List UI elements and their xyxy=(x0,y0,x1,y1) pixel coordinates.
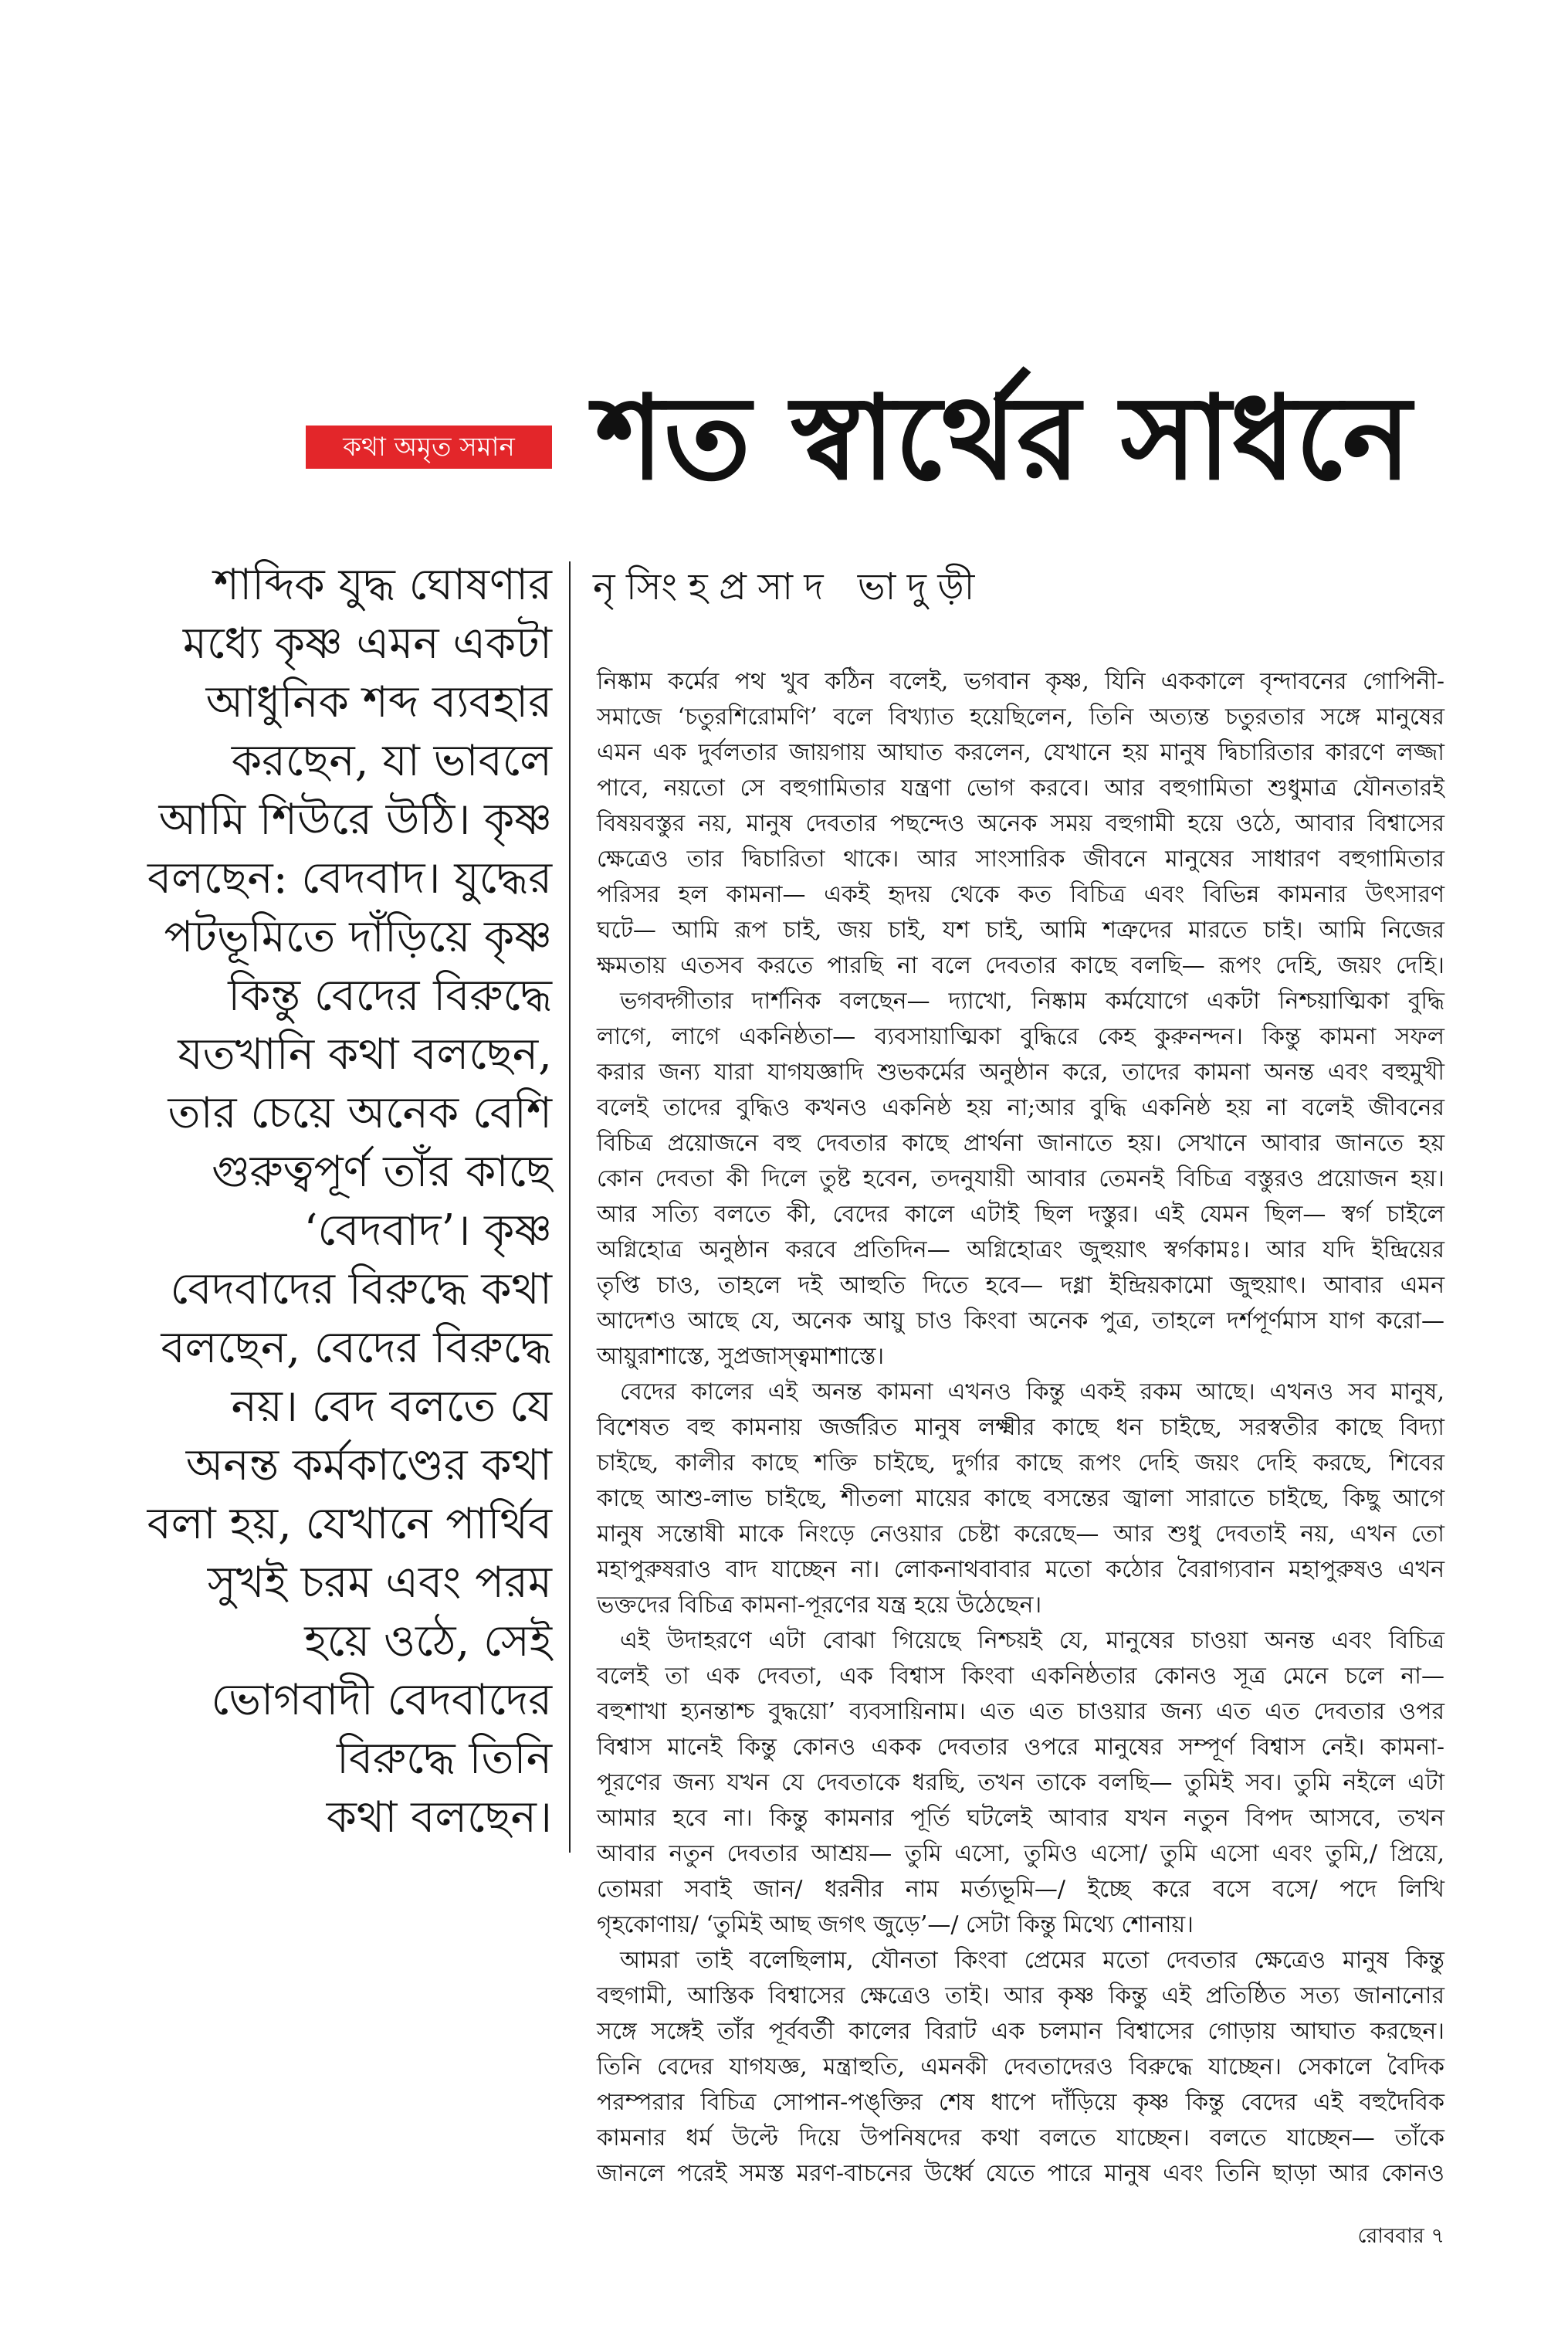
body-line: অগ্নিহোত্র অনুষ্ঠান করবে প্রতিদিন— অগ্নিহোত্রং জুহুয়াৎ স্বর্গকামঃ। আর যদি ইন্দ্রিয়ের xyxy=(597,1236,1444,1263)
pull-quote-line: ‘বেদবাদ’। কৃষ্ণ xyxy=(303,1205,552,1256)
body-line: তৃপ্তি চাও, তাহলে দই আহুতি দিতে হবে— দধ্না ইন্দ্রিয়কামো জুহুয়াৎ। আবার এমন xyxy=(597,1272,1444,1299)
body-line: জানলে পরেই সমস্ত মরণ-বাচনের উর্ধ্বে যেতে পারে মানুষ এবং তিনি ছাড়া আর কোনও xyxy=(597,2160,1444,2187)
article-title xyxy=(595,349,1437,527)
body-line: কামনার ধর্ম উল্টে দিয়ে উপনিষদের কথা বলতে যাচ্ছেন। বলতে যাচ্ছেন— তাঁকে xyxy=(597,2124,1444,2151)
body-line: বলেই তা এক দেবতা, এক বিশ্বাস কিংবা একনিষ্ঠতার কোনও সূত্র মেনে চলে না— xyxy=(597,1663,1444,1690)
body-line: ঘটে— আমি রূপ চাই, জয় চাই, যশ চাই, আমি শত্রুদের মারতে চাই। আমি নিজের xyxy=(597,917,1444,944)
pull-quote-line: মধ্যে কৃষ্ণ এমন একটা xyxy=(182,619,552,669)
body-line: পরম্পরার বিচিত্র সোপান-পঙ্‌ক্তির শেষ ধাপে দাঁড়িয়ে কৃষ্ণ কিন্তু বেদের এই বহুদৈবিক xyxy=(597,2089,1444,2116)
body-line: মহাপুরুষরাও বাদ যাচ্ছেন না। লোকনাথবাবার মতো কঠোর বৈরাগ্যবান মহাপুরুষও এখন xyxy=(597,1556,1444,1583)
body-line: আয়ুরাশাস্তে, সুপ্রজাস্ত্বমাশাস্তে। xyxy=(597,1343,885,1370)
body-line: মানুষ সন্তোষী মাকে নিংড়ে নেওয়ার চেষ্টা করেছে— আর শুধু দেবতাই নয়, এখন তো xyxy=(597,1521,1444,1548)
pull-quote-line: নয়। বেদ বলতে যে xyxy=(231,1382,552,1432)
body-line: বিষয়বস্তুর নয়, মানুষ দেবতার পছন্দেও অনেক সময় বহুগামী হয়ে ওঠে, আবার বিশ্বাসের xyxy=(597,810,1444,837)
article-title-text: শত স্বার্থের সাধনে xyxy=(595,370,1412,506)
pull-quote-line: পটভূমিতে দাঁড়িয়ে কৃষ্ণ xyxy=(164,912,552,962)
body-line: পরিসর হল কামনা— একই হৃদয় থেকে কত বিচিত্র এবং বিভিন্ন কামনার উৎসারণ xyxy=(597,881,1444,908)
body-line: বিশ্বাস মানেই কিন্তু কোনও একক দেবতার ওপরে মানুষের সম্পূর্ণ বিশ্বাস নেই। কামনা- xyxy=(597,1734,1444,1761)
body-line: কাছে আশু-লাভ চাইছে, শীতলা মায়ের কাছে বসন্তের জ্বালা সারাতে চাইছে, কিছু আগে xyxy=(597,1485,1444,1512)
body-line: তিনি বেদের যাগযজ্ঞ, মন্ত্রাহুতি, এমনকী দেবতাদেরও বিরুদ্ধে যাচ্ছেন। সেকালে বৈদিক xyxy=(597,2053,1444,2080)
body-line: ভগবদ্গীতার দার্শনিক বলছেন— দ্যাখো, নিষ্কাম কর্মযোগে একটা নিশ্চয়াত্মিকা বুদ্ধি xyxy=(620,988,1444,1015)
pull-quote-line: যতখানি কথা বলছেন, xyxy=(178,1029,552,1080)
page-number: রোববার ৭ xyxy=(1357,2224,1444,2248)
pull-quote-line: আমি শিউরে উঠি। কৃষ্ণ xyxy=(158,795,552,845)
pull-quote-line: গুরুত্বপূর্ণ তাঁর কাছে xyxy=(212,1147,552,1197)
pull-quote-line: বলছেন: বেদবাদ। যুদ্ধের xyxy=(147,853,552,904)
body-line: কোন দেবতা কী দিলে তুষ্ট হবেন, তদনুযায়ী আবার তেমনই বিচিত্র বস্তুরও প্রয়োজন হয়। xyxy=(597,1165,1444,1192)
section-label xyxy=(306,426,552,469)
pull-quote-line: তার চেয়ে অনেক বেশি xyxy=(168,1088,552,1138)
body-line: সমাজে ‘চতুরশিরোমণি’ বলে বিখ্যাত হয়েছিলেন, তিনি অত্যন্ত চতুরতার সঙ্গে মানুষের xyxy=(597,704,1444,731)
pull-quote-line: ভোগবাদী বেদবাদের xyxy=(211,1675,552,1725)
pull-quote-line: বলছেন, বেদের বিরুদ্ধে xyxy=(161,1323,552,1373)
body-line: এমন এক দুর্বলতার জায়গায় আঘাত করলেন, যেখানে হয় মানুষ দ্বিচারিতার কারণে লজ্জা xyxy=(597,739,1444,766)
body-line: এই উদাহরণে এটা বোঝা গিয়েছে নিশ্চয়ই যে, মানুষের চাওয়া অনন্ত এবং বিচিত্র xyxy=(620,1627,1444,1654)
body-line: করার জন্য যারা যাগযজ্ঞাদি শুভকর্মের অনুষ্ঠান করে, তাদের কামনা অনন্ত এবং বহুমুখী xyxy=(597,1059,1444,1086)
author-name: নৃসিংহপ্রসাদ ভাদুড়ী xyxy=(593,565,986,609)
body-line: তোমরা সবাই জান/ ধরনীর নাম মর্ত্যভূমি—/ ইচ্ছে করে বসে বসে/ পদে লিখি xyxy=(597,1876,1444,1903)
pull-quote-line: শাব্দিক যুদ্ধ ঘোষণার xyxy=(213,560,552,610)
column-divider xyxy=(569,561,571,1853)
body-line: লাগে, লাগে একনিষ্ঠতা— ব্যবসায়াত্মিকা বুদ্ধিরে কেহ কুরুনন্দন। কিন্তু কামনা সফল xyxy=(597,1023,1444,1050)
body-line: আবার নতুন দেবতার আশ্রয়— তুমি এসো, তুমিও এসো/ তুমি এসো এবং তুমি,/ প্রিয়ে, xyxy=(597,1840,1444,1867)
pull-quote-line: আধুনিক শব্দ ব্যবহার xyxy=(205,677,552,727)
body-line: আদেশও আছে যে, অনেক আয়ু চাও কিংবা অনেক পুত্র, তাহলে দর্শপূর্ণমাস যাগ করো— xyxy=(597,1307,1444,1334)
body-line: চাইছে, কালীর কাছে শক্তি চাইছে, দুর্গার কাছে রূপং দেহি জয়ং দেহি করছে, শিবের xyxy=(597,1450,1444,1477)
body-line: ভক্তদের বিচিত্র কামনা-পূরণের যন্ত্র হয়ে উঠেছেন। xyxy=(597,1592,1042,1619)
body-line: ক্ষমতায় এতসব করতে পারছি না বলে দেবতার কাছে বলছি— রূপং দেহি, জয়ং দেহি। xyxy=(597,952,1444,979)
pull-quote-line: বেদবাদের বিরুদ্ধে কথা xyxy=(170,1264,552,1314)
pull-quote-line: সুখই চরম এবং পরম xyxy=(207,1558,552,1608)
pull-quote xyxy=(139,556,552,1847)
pull-quote-line: হয়ে ওঠে, সেই xyxy=(304,1616,552,1667)
pull-quote-line: করছেন, যা ভাবলে xyxy=(231,736,552,786)
body-line: বলেই তাদের বুদ্ধিও কখনও একনিষ্ঠ হয় না;আর বুদ্ধি একনিষ্ঠ হয় না বলেই জীবনের xyxy=(597,1094,1444,1121)
pull-quote-line: কথা বলছেন। xyxy=(326,1792,552,1843)
body-line: বিশেষত বহু কামনায় জর্জরিত মানুষ লক্ষ্মীর কাছে ধন চাইছে, সরস্বতীর কাছে বিদ্যা xyxy=(597,1414,1444,1441)
pull-quote-line: বলা হয়, যেখানে পার্থিব xyxy=(147,1499,552,1549)
pull-quote-line: অনন্ত কর্মকাণ্ডের কথা xyxy=(185,1440,552,1490)
body-line: সঙ্গে সঙ্গেই তাঁর পূর্ববর্তী কালের বিরাট এক চলমান বিশ্বাসের গোড়ায় আঘাত করছেন। xyxy=(597,2018,1444,2045)
body-line: আর সত্যি বলতে কী, বেদের কালে এটাই ছিল দস্তুর। এই যেমন ছিল— স্বর্গ চাইলে xyxy=(597,1201,1444,1228)
body-line: বহুগামী, আস্তিক বিশ্বাসের ক্ষেত্রেও তাই। আর কৃষ্ণ কিন্তু এই প্রতিষ্ঠিত সত্য জানানোর xyxy=(597,1982,1444,2009)
author-byline xyxy=(593,558,1072,616)
body-line: আমরা তাই বলেছিলাম, যৌনতা কিংবা প্রেমের মতো দেবতার ক্ষেত্রেও মানুষ কিন্তু xyxy=(620,1947,1444,1974)
page-footer xyxy=(1213,2219,1444,2253)
section-label-text: কথা অমৃত সমান xyxy=(343,432,515,463)
body-line: বহুশাখা হ্যনন্তাশ্চ বুদ্ধয়ো’ ব্যবসায়িনাম। এত এত চাওয়ার জন্য এত এত দেবতার ওপর xyxy=(597,1698,1444,1725)
body-line: বেদের কালের এই অনন্ত কামনা এখনও কিন্তু একই রকম আছে। এখনও সব মানুষ, xyxy=(620,1378,1444,1405)
pull-quote-line: কিন্তু বেদের বিরুদ্ধে xyxy=(228,971,552,1021)
body-line: পাবে, নয়তো সে বহুগামিতার যন্ত্রণা ভোগ করবে। আর বহুগামিতা শুধুমাত্র যৌনতারই xyxy=(597,775,1444,802)
body-line: নিষ্কাম কর্মের পথ খুব কঠিন বলেই, ভগবান কৃষ্ণ, যিনি এককালে বৃন্দাবনের গোপিনী- xyxy=(597,668,1444,695)
article-body xyxy=(597,664,1444,2192)
body-line: ক্ষেত্রেও তার দ্বিচারিতা থাকে। আর সাংসারিক জীবনে মানুষের সাধারণ বহুগামিতার xyxy=(597,846,1444,873)
pull-quote-line: বিরুদ্ধে তিনি xyxy=(336,1734,552,1784)
body-line: গৃহকোণায়/ ‘তুমিই আছ জগৎ জুড়ে’—/ সেটা কিন্তু মিথ্যে শোনায়। xyxy=(597,1911,1194,1938)
body-line: আমার হবে না। কিন্তু কামনার পূর্তি ঘটলেই আবার যখন নতুন বিপদ আসবে, তখন xyxy=(597,1805,1444,1832)
body-line: পূরণের জন্য যখন যে দেবতাকে ধরছি, তখন তাকে বলছি— তুমিই সব। তুমি নইলে এটা xyxy=(597,1769,1444,1796)
body-line: বিচিত্র প্রয়োজনে বহু দেবতার কাছে প্রার্থনা জানাতে হয়। সেখানে আবার জানতে হয় xyxy=(597,1130,1444,1157)
